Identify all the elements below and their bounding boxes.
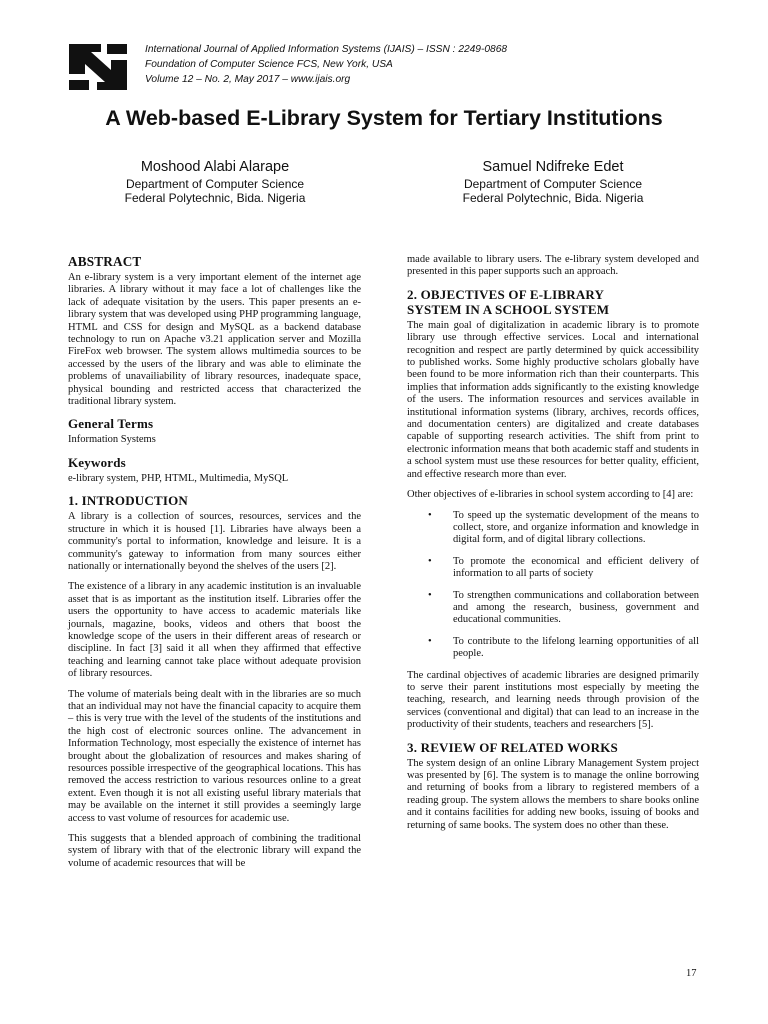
author-1-dept: Department of Computer Science <box>125 177 305 191</box>
intro-paragraph-1: A library is a collection of sources, resources, services and the structure in which it is housed [1]. Libraries have always been a community's portal to information, knowledge and leisure. It is a community's gateway to information from many sources either nationally or internationally beyond the shelves of the users [2]. <box>68 511 361 572</box>
keywords-heading: Keywords <box>68 454 126 470</box>
author-2 <box>403 157 703 205</box>
objectives-heading <box>407 287 699 317</box>
list-item-text: To strengthen communications and collaboration between and among the research, business, government and educational communities. <box>453 589 699 626</box>
list-item-text: To speed up the systematic development of the means to collect, store, and organize information and knowledge in digital form, and of digital library collections. <box>453 509 699 546</box>
author-1 <box>65 157 365 205</box>
journal-line-2: Foundation of Computer Science FCS, New York, USA <box>145 59 393 70</box>
author-2-dept: Department of Computer Science <box>463 177 643 191</box>
general-terms-heading: General Terms <box>68 416 154 432</box>
objectives-heading-line-2: SYSTEM IN A SCHOOL SYSTEM <box>407 301 610 317</box>
bullet-icon: • <box>428 555 432 567</box>
journal-line-3: Volume 12 – No. 2, May 2017 – www.ijais.org <box>145 74 351 85</box>
list-item <box>407 636 699 661</box>
abstract-text: An e-library system is a very important element of the internet age libraries. A library without it may face a lot of challenges like the lack of adequate visitation by the users. This paper presents an e-library system that was developed using PHP programming language, HTML and CSS for design and MySQL as a backend database technology to run on Apache v3.21 application server and Mozilla FireFox web browser. The system allows multimedia sources to be accessed by the users of the library and was able to eliminate the problems of unavailiability of library resources, inadequate space, physical bounding and restricted access that characterized the traditional library system. <box>68 272 361 408</box>
bullet-icon: • <box>428 635 432 647</box>
bullet-icon: • <box>428 589 432 601</box>
author-2-inst: Federal Polytechnic, Bida. Nigeria <box>462 191 644 205</box>
objectives-heading-line-1: 2. OBJECTIVES OF E-LIBRARY <box>407 286 605 302</box>
intro-paragraph-2: The existence of a library in any academic institution is an invaluable asset that is as important as the institution itself. Libraries offer the users the opportunity to have access to academic materials like journals, magazine, books, videos and others that boost the knowledge scope of the users in their different areas of research or discipline. In fact [3] said it all when they affirmed that effective teaching and learning cannot take place without adequate provision of library resources. <box>68 581 361 680</box>
page-number: 17 <box>686 968 697 979</box>
left-column <box>68 254 361 878</box>
journal-line-1: International Journal of Applied Information Systems (IJAIS) – ISSN : 2249-0868 <box>145 44 508 55</box>
paper-title: A Web-based E-Library System for Tertiary Institutions <box>105 106 663 130</box>
bullet-icon: • <box>428 509 432 521</box>
related-works-heading: 3. REVIEW OF RELATED WORKS <box>407 739 618 755</box>
intro-paragraph-3: The volume of materials being dealt with in the libraries are so much that an individual may not have the financial capacity to acquire them – this is very true with the level of the students of the institutions and the high cost of electronic sources online. The advancement in Information Technology, most especially the existence of internet has brought about the globalization of resources and makes sharing of resources possible irrespective of the geographical locations. This has removed the access restriction to various resources online to a great extent. Even though it is not all existing useful library materials that may be available on the internet it still provides a seemingly large access to vast volume of resources for academic use. <box>68 688 362 824</box>
intro-paragraph-4: This suggests that a blended approach of combining the traditional system of library with that of the electronic library will expand the volume of academic resources that will be <box>68 833 361 869</box>
abstract-heading: ABSTRACT <box>68 254 142 269</box>
list-item-text: To promote the economical and efficient delivery of information to all parts of society <box>453 555 699 580</box>
objectives-paragraph-1: The main goal of digitalization in academic library is to promote library use through effective services. Local and international recognition and respect are partly determined by quick accessibility to published works. Some highly productive scholars globally have been found to be more information rich than their counterparts. This implies that information adds significantly to the existing knowledge of the users. The information resources and services available in institutional information systems (library, archives, records offices, and documentation centers) are digitalized and create databases capable of supporting research activities. The shift from print to electronic information means that both academic staff and students in a school system must use these resources for better quality, efficient, and effective research more than ever. <box>407 319 699 480</box>
objectives-paragraph-2: Other objectives of e-libraries in school system according to [4] are: <box>407 489 694 501</box>
right-column <box>407 254 699 840</box>
list-item <box>407 510 699 547</box>
related-works-paragraph-1: The system design of an online Library Management System project was presented by [6]. The system is to manage the online borrowing and returning of books from a library to registered members of a reading group. The system allows the members to share books online and it contains facilities for adding new books, issuing of books and returning of same books. The system does no other than these. <box>407 757 699 831</box>
general-terms-text: Information Systems <box>68 434 156 446</box>
introduction-heading: 1. INTRODUCTION <box>68 493 189 509</box>
intro-paragraph-4-continued: made available to library users. The e-library system developed and presented in this paper supports such an approach. <box>407 254 699 278</box>
list-item <box>407 590 699 627</box>
keywords-text: e-library system, PHP, HTML, Multimedia, MySQL <box>68 472 289 484</box>
author-1-inst: Federal Polytechnic, Bida. Nigeria <box>124 191 306 205</box>
journal-logo-icon <box>67 42 129 92</box>
list-item <box>407 556 699 581</box>
objectives-list <box>407 510 699 661</box>
journal-header <box>67 42 707 92</box>
author-1-name: Moshood Alabi Alarape <box>140 159 290 175</box>
objectives-paragraph-3: The cardinal objectives of academic libraries are designed primarily to serve their parent institutions most especially by meeting the teaching, research, and learning needs through provision of the services (conventional and digital) that can lead to an increase in the productivity of their students, teachers and researchers [5]. <box>407 669 699 731</box>
journal-info <box>145 42 507 87</box>
author-2-name: Samuel Ndifreke Edet <box>482 159 624 175</box>
list-item-text: To contribute to the lifelong learning opportunities of all people. <box>453 635 699 660</box>
